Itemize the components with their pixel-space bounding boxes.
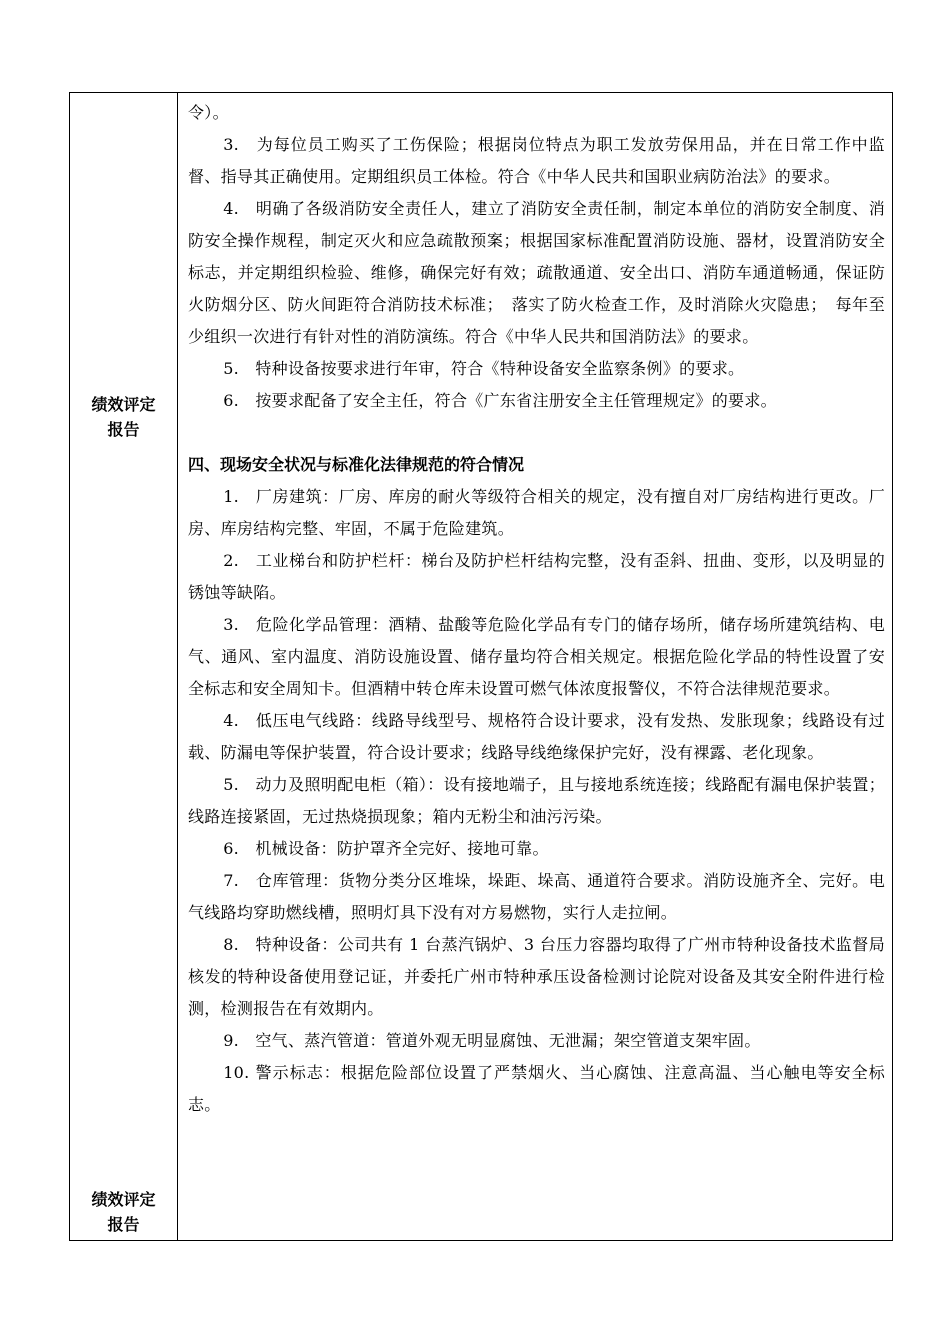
report-table (69, 92, 893, 1241)
item-b-1: 1. 厂房建筑：厂房、库房的耐火等级符合相关的规定，没有擅自对厂房结构进行更改。厂房、库房结构完整、牢固，不属于危险建筑。 (188, 487, 885, 538)
intro-line: 令）。 (188, 103, 229, 122)
report-content (188, 97, 885, 1121)
spacer (188, 417, 885, 449)
item-a-6: 6. 按要求配备了安全主任，符合《广东省注册安全主任管理规定》的要求。 (223, 391, 777, 410)
section-heading: 四、现场安全状况与标准化法律规范的符合情况 (188, 455, 525, 474)
item-b-7: 7. 仓库管理：货物分类分区堆垛，垛距、垛高、通道符合要求。消防设施齐全、完好。电气线路均穿助燃线槽，照明灯具下没有对方易燃物，实行人走拉闸。 (188, 871, 885, 922)
item-b-6: 6. 机械设备：防护罩齐全完好、接地可靠。 (223, 839, 549, 858)
item-b-9: 9. 空气、蒸汽管道：管道外观无明显腐蚀、无泄漏；架空管道支架牢固。 (223, 1031, 761, 1050)
row-label-line: 绩效评定 (91, 1190, 156, 1209)
row-label-line: 报告 (107, 1215, 140, 1234)
item-b-3: 3. 危险化学品管理：酒精、盐酸等危险化学品有专门的储存场所，储存场所建筑结构、电气、通风、室内温度、消防设施设置、储存量均符合相关规定。根据危险化学品的特性设置了安全标志和安全周知卡。但酒精中转仓库未设置可燃气体浓度报警仪，不符合法律规范要求。 (188, 615, 885, 698)
row-label-2 (70, 1187, 177, 1237)
item-b-4: 4. 低压电气线路：线路导线型号、规格符合设计要求，没有发热、发胀现象；线路设有过载、防漏电等保护装置，符合设计要求；线路导线绝缘保护完好，没有裸露、老化现象。 (188, 711, 885, 762)
item-b-5: 5. 动力及照明配电柜（箱）：设有接地端子，且与接地系统连接；线路配有漏电保护装置；线路连接紧固，无过热烧损现象；箱内无粉尘和油污污染。 (188, 775, 885, 826)
item-a-3: 3. 为每位员工购买了工伤保险；根据岗位特点为职工发放劳保用品，并在日常工作中监督、指导其正确使用。定期组织员工体检。符合《中华人民共和国职业病防治法》的要求。 (188, 135, 885, 186)
item-b-8: 8. 特种设备：公司共有 1 台蒸汽锅炉、3 台压力容器均取得了广州市特种设备技术监督局核发的特种设备使用登记证，并委托广州市特种承压设备检测讨论院对设备及其安全附件进行检测，检测报告在有效期内。 (188, 935, 885, 1018)
item-b-10: 10. 警示标志：根据危险部位设置了严禁烟火、当心腐蚀、注意高温、当心触电等安全标志。 (188, 1063, 885, 1114)
item-a-5: 5. 特种设备按要求进行年审，符合《特种设备安全监察条例》的要求。 (223, 359, 745, 378)
item-b-2: 2. 工业梯台和防护栏杆：梯台及防护栏杆结构完整，没有歪斜、扭曲、变形，以及明显的锈蚀等缺陷。 (188, 551, 885, 602)
row-label-line: 绩效评定 (91, 395, 156, 414)
column-divider (177, 93, 178, 1240)
row-label-1 (70, 392, 177, 442)
row-label-line: 报告 (107, 420, 140, 439)
item-a-4: 4. 明确了各级消防安全责任人，建立了消防安全责任制，制定本单位的消防安全制度、消防安全操作规程，制定灭火和应急疏散预案；根据国家标准配置消防设施、器材，设置消防安全标志，并定期组织检验、维修，确保完好有效；疏散通道、安全出口、消防车通道畅通，保证防火防烟分区、防火间距符合消防技术标准； 落实了防火检查工作，及时消除火灾隐患； 每年至少组织一次进行有针对性的消防演练。符合《中华人民共和国消防法》的要求。 (188, 199, 885, 346)
